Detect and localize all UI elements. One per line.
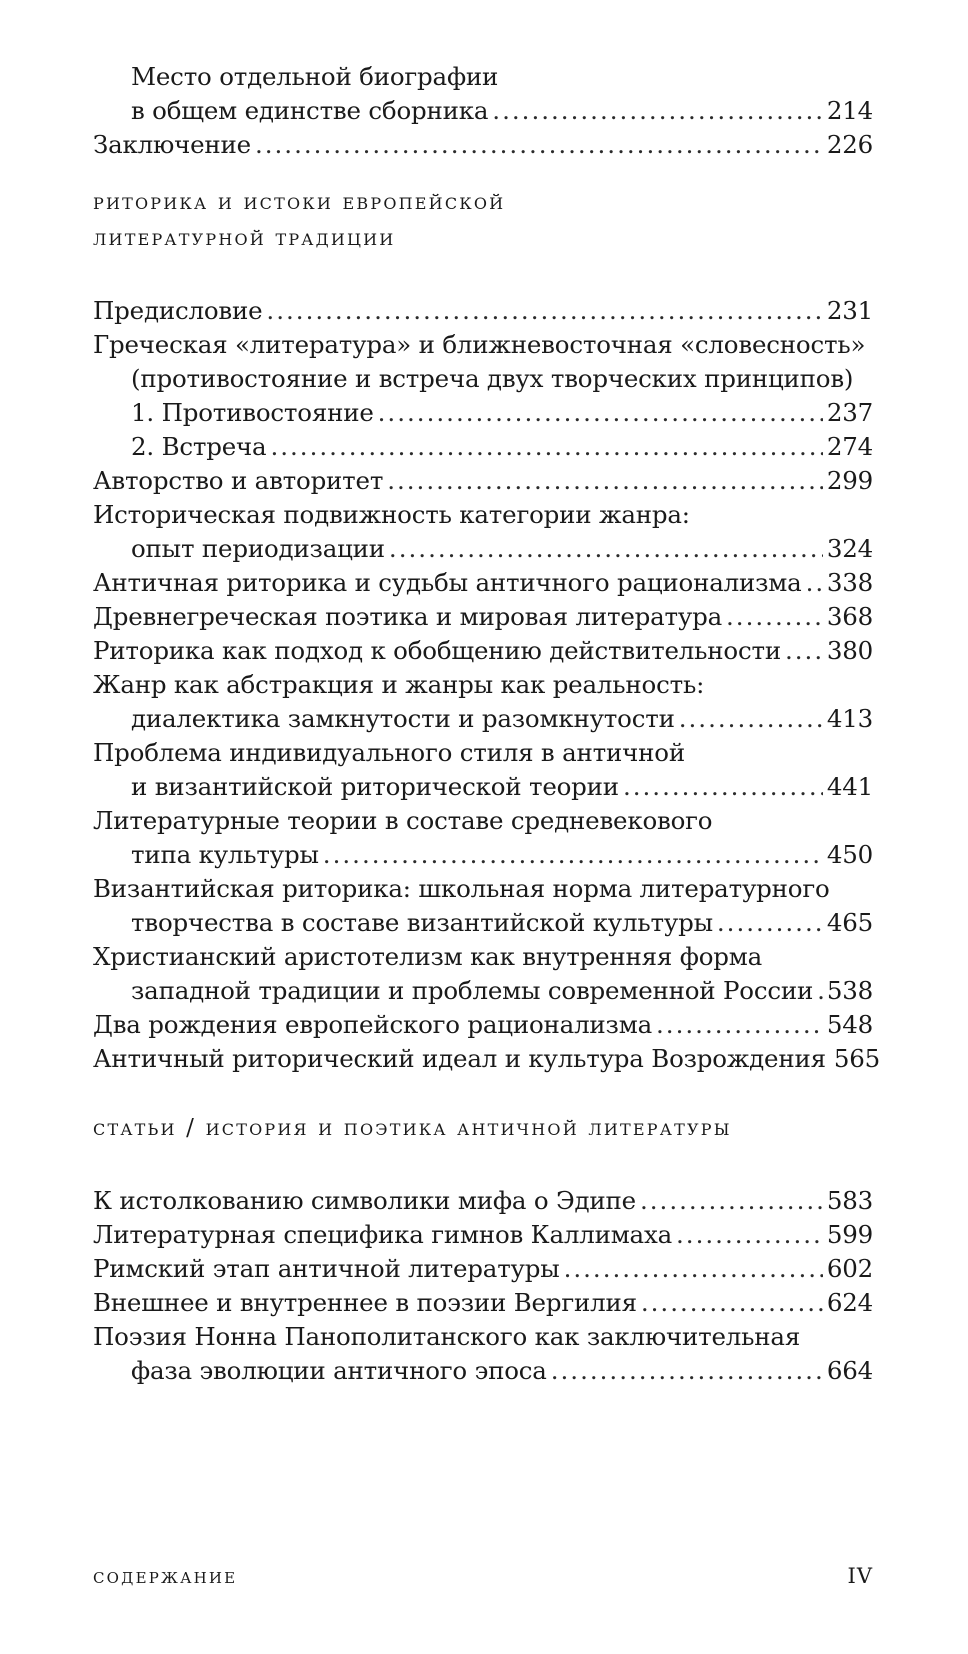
toc-entry[interactable] <box>93 498 873 566</box>
toc-entry-title: Внешнее и внутреннее в поэзии Вергилия <box>93 1288 637 1317</box>
toc-entry-title: Проблема индивидуального стиля в античной <box>93 738 685 767</box>
toc-page-number: 226 <box>826 130 873 159</box>
toc-page-number: 465 <box>826 908 873 937</box>
toc-entry[interactable] <box>93 128 873 162</box>
toc-entry[interactable] <box>93 1042 881 1076</box>
section-title-articles <box>93 1110 873 1146</box>
toc-leader-dots <box>623 770 823 804</box>
toc-entry[interactable] <box>93 804 873 872</box>
toc-leader-dots <box>323 838 823 872</box>
toc-leader-dots <box>785 634 823 668</box>
toc-page-number: 299 <box>826 466 873 495</box>
toc-entry-title: 2. Встреча <box>131 432 267 461</box>
toc-page <box>93 60 881 1388</box>
toc-page-number: 450 <box>826 840 873 869</box>
toc-entry-title: Поэзия Нонна Панополитанского как заключительная <box>93 1322 801 1351</box>
toc-entry-title: в общем единстве сборника <box>131 96 489 125</box>
toc-leader-dots <box>726 600 823 634</box>
toc-entry-title: и византийской риторической теории <box>131 772 619 801</box>
toc-entry-title: 1. Противостояние <box>131 398 374 427</box>
toc-leader-dots <box>270 430 822 464</box>
toc-section-articles <box>93 1184 873 1388</box>
toc-entry[interactable] <box>93 634 873 668</box>
section-heading-line: статьи / история и поэтика античной литературы <box>93 1115 732 1141</box>
toc-entry-title: Древнегреческая поэтика и мировая литература <box>93 602 722 631</box>
toc-page-number: 368 <box>826 602 873 631</box>
toc-page-number: 624 <box>826 1288 873 1317</box>
toc-top-block <box>93 60 873 162</box>
toc-page-number: 538 <box>826 976 873 1005</box>
toc-entry-title: Греческая «литература» и ближневосточная «словесность» <box>93 330 866 359</box>
toc-page-number: 231 <box>826 296 873 325</box>
toc-entry-title: опыт периодизации <box>131 534 385 563</box>
toc-leader-dots <box>378 396 823 430</box>
toc-page-number: 324 <box>826 534 873 563</box>
toc-entry[interactable] <box>93 60 873 128</box>
toc-entry[interactable] <box>93 566 873 600</box>
toc-entry[interactable] <box>93 430 873 464</box>
toc-entry[interactable] <box>93 328 873 396</box>
toc-page-number: 380 <box>826 636 873 665</box>
toc-leader-dots <box>387 464 823 498</box>
toc-leader-dots <box>255 128 823 162</box>
toc-leader-dots <box>492 94 823 128</box>
toc-entry-title: Предисловие <box>93 296 263 325</box>
toc-entry-title: (противостояние и встреча двух творческих принципов) <box>131 364 854 393</box>
footer-running-title: содержание <box>93 1564 238 1588</box>
toc-entry[interactable] <box>93 872 873 940</box>
toc-leader-dots <box>656 1008 823 1042</box>
toc-entry[interactable] <box>93 1184 873 1218</box>
toc-entry[interactable] <box>93 1218 873 1252</box>
page-footer <box>93 1564 873 1588</box>
toc-entry-title: диалектика замкнутости и разомкнутости <box>131 704 675 733</box>
toc-entry[interactable] <box>93 668 873 736</box>
toc-entry[interactable] <box>93 940 873 1008</box>
toc-page-number: 214 <box>826 96 873 125</box>
toc-entry-title: К истолкованию символики мифа о Эдипе <box>93 1186 636 1215</box>
toc-entry[interactable] <box>93 736 873 804</box>
toc-leader-dots <box>389 532 823 566</box>
toc-page-number: 274 <box>826 432 873 461</box>
toc-entry-title: Авторство и авторитет <box>93 466 384 495</box>
toc-entry-title: Литературные теории в составе средневекового <box>93 806 713 835</box>
toc-leader-dots <box>266 294 822 328</box>
toc-leader-dots <box>717 906 823 940</box>
toc-page-number: 599 <box>826 1220 873 1249</box>
toc-page-number: 237 <box>826 398 873 427</box>
toc-page-number: 602 <box>826 1254 873 1283</box>
toc-page-number: 583 <box>826 1186 873 1215</box>
toc-leader-dots <box>679 702 823 736</box>
toc-entry-title: Античный риторический идеал и культура Возрождения <box>93 1044 826 1073</box>
toc-page-number: 548 <box>826 1010 873 1039</box>
toc-leader-dots <box>564 1252 823 1286</box>
toc-entry-title: Византийская риторика: школьная норма литературного <box>93 874 830 903</box>
toc-entry-title: Литературная специфика гимнов Каллимаха <box>93 1220 672 1249</box>
toc-leader-dots <box>676 1218 823 1252</box>
toc-entry-title: Два рождения европейского рационализма <box>93 1010 652 1039</box>
toc-entry[interactable] <box>93 1286 873 1320</box>
toc-entry[interactable] <box>93 600 873 634</box>
toc-entry-title: Заключение <box>93 130 251 159</box>
toc-page-number: 413 <box>826 704 873 733</box>
toc-section-rhetoric <box>93 294 881 1076</box>
toc-page-number: 565 <box>833 1044 881 1073</box>
toc-leader-dots <box>641 1286 823 1320</box>
toc-entry-title: типа культуры <box>131 840 319 869</box>
toc-entry[interactable] <box>93 464 873 498</box>
toc-leader-dots <box>806 566 823 600</box>
toc-entry-title: Место отдельной биографии <box>131 62 499 91</box>
toc-entry[interactable] <box>93 294 873 328</box>
toc-page-number: 338 <box>826 568 873 597</box>
toc-entry-title: западной традиции и проблемы современной России <box>131 976 814 1005</box>
toc-entry[interactable] <box>93 1320 873 1388</box>
toc-entry-title: фаза эволюции античного эпоса <box>131 1356 547 1385</box>
toc-entry-title: Римский этап античной литературы <box>93 1254 560 1283</box>
toc-entry-title: творчества в составе византийской культуры <box>131 908 713 937</box>
toc-entry-title: Риторика как подход к обобщению действительности <box>93 636 781 665</box>
footer-page-number: IV <box>847 1564 873 1588</box>
toc-entry-title: Жанр как абстракция и жанры как реальность: <box>93 670 705 699</box>
toc-leader-dots <box>640 1184 823 1218</box>
toc-entry[interactable] <box>93 396 873 430</box>
section-title-rhetoric <box>93 184 873 256</box>
section-heading-line: литературной традиции <box>93 225 396 251</box>
toc-leader-dots <box>817 974 823 1008</box>
toc-page-number: 664 <box>826 1356 873 1385</box>
section-heading-line: риторика и истоки европейской <box>93 189 506 215</box>
toc-entry-title: Античная риторика и судьбы античного рационализма <box>93 568 802 597</box>
toc-leader-dots <box>551 1354 823 1388</box>
toc-entry[interactable] <box>93 1008 873 1042</box>
toc-entry-title: Христианский аристотелизм как внутренняя форма <box>93 942 763 971</box>
toc-page-number: 441 <box>826 772 873 801</box>
toc-entry[interactable] <box>93 1252 873 1286</box>
toc-entry-title: Историческая подвижность категории жанра: <box>93 500 690 529</box>
